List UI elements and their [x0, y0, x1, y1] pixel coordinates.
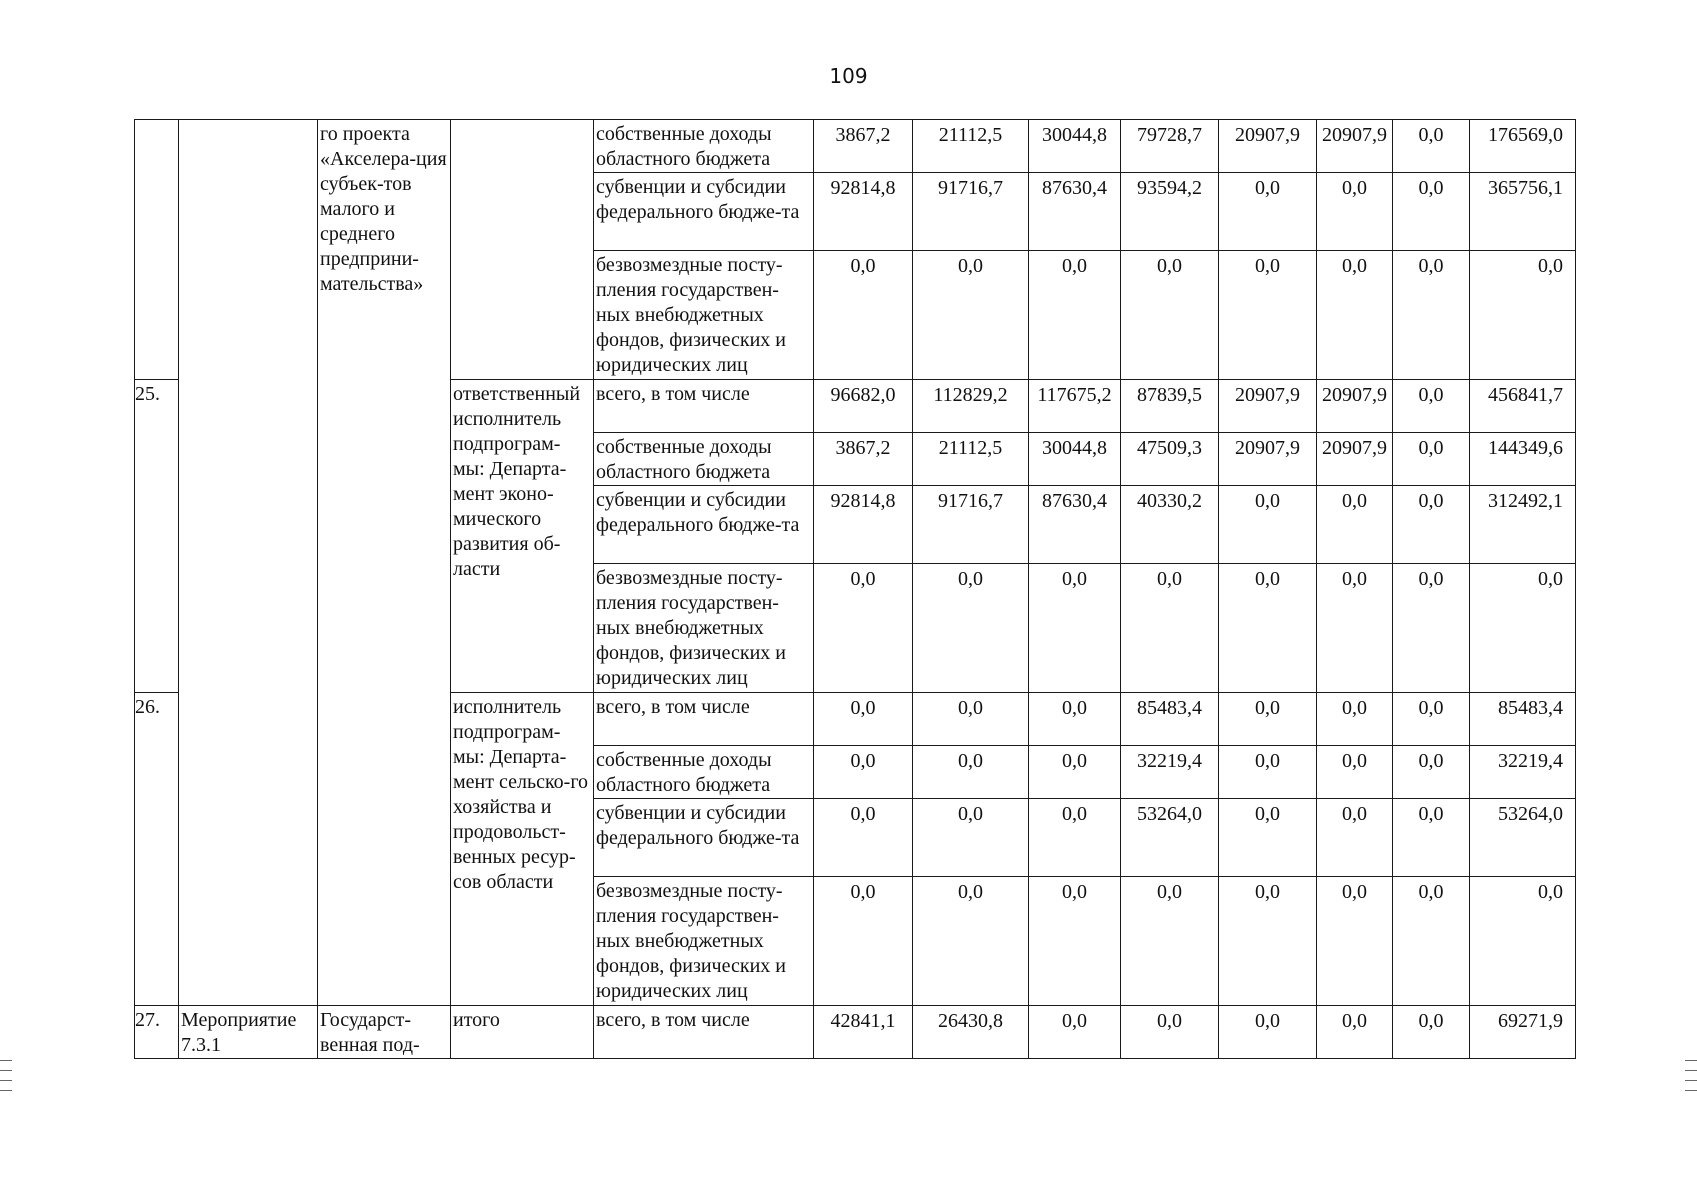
funding-source-cell: субвенции и субсидии федерального бюдже-та [594, 486, 814, 564]
value-cell: 20907,9 [1317, 380, 1393, 433]
funding-source-cell: безвозмездные посту-пления государствен-ных внебюджетных фондов, физических и юридических лиц [594, 877, 814, 1006]
value-cell: 92814,8 [814, 173, 913, 251]
value-cell: 0,0 [1219, 799, 1317, 877]
value-cell: 91716,7 [913, 173, 1029, 251]
value-cell: 0,0 [1029, 693, 1121, 746]
value-cell: 0,0 [814, 877, 913, 1006]
value-cell: 0,0 [814, 564, 913, 693]
scan-mark [1685, 1070, 1697, 1071]
page-number: 109 [829, 64, 868, 88]
value-cell: 0,0 [1029, 564, 1121, 693]
scan-mark [0, 1080, 12, 1081]
value-cell: 20907,9 [1219, 120, 1317, 173]
executor-cell: исполнитель подпрограм-мы: Департа-мент сельско-го хозяйства и продовольст-венных ресур-сов области [451, 693, 594, 1006]
value-cell: 85483,4 [1121, 693, 1219, 746]
value-cell: 0,0 [1219, 693, 1317, 746]
value-cell: 0,0 [1393, 1006, 1470, 1059]
value-cell: 20907,9 [1219, 380, 1317, 433]
value-cell: 0,0 [913, 693, 1029, 746]
funding-source-cell: всего, в том числе [594, 380, 814, 433]
value-cell: 0,0 [1219, 746, 1317, 799]
total-cell: 0,0 [1470, 564, 1576, 693]
funding-source-cell: собственные доходы областного бюджета [594, 746, 814, 799]
table-row [135, 1006, 1576, 1059]
value-cell: 0,0 [1219, 564, 1317, 693]
value-cell: 0,0 [1121, 877, 1219, 1006]
value-cell: 0,0 [814, 746, 913, 799]
value-cell: 96682,0 [814, 380, 913, 433]
funding-source-cell: всего, в том числе [594, 693, 814, 746]
value-cell: 0,0 [1393, 746, 1470, 799]
value-cell: 87630,4 [1029, 486, 1121, 564]
scan-mark [1685, 1090, 1697, 1091]
value-cell: 42841,1 [814, 1006, 913, 1059]
value-cell: 0,0 [1317, 746, 1393, 799]
value-cell: 0,0 [1121, 251, 1219, 380]
value-cell: 40330,2 [1121, 486, 1219, 564]
budget-table-wrapper [134, 119, 1576, 1059]
funding-source-cell: безвозмездные посту-пления государствен-ных внебюджетных фондов, физических и юридических лиц [594, 564, 814, 693]
row-number-cell: 27. [135, 1006, 179, 1059]
value-cell: 0,0 [814, 693, 913, 746]
value-cell: 0,0 [1219, 877, 1317, 1006]
total-cell: 69271,9 [1470, 1006, 1576, 1059]
funding-source-cell: собственные доходы областного бюджета [594, 120, 814, 173]
total-cell: 85483,4 [1470, 693, 1576, 746]
scan-mark [0, 1070, 12, 1071]
measure-cell: Мероприятие 7.3.1 [179, 1006, 318, 1059]
value-cell: 87630,4 [1029, 173, 1121, 251]
value-cell: 92814,8 [814, 486, 913, 564]
executor-cell [451, 120, 594, 380]
value-cell: 93594,2 [1121, 173, 1219, 251]
total-cell: 456841,7 [1470, 380, 1576, 433]
scan-mark [1685, 1060, 1697, 1061]
value-cell: 0,0 [1317, 799, 1393, 877]
total-cell: 144349,6 [1470, 433, 1576, 486]
value-cell: 0,0 [1121, 564, 1219, 693]
value-cell: 0,0 [1317, 486, 1393, 564]
value-cell: 0,0 [913, 564, 1029, 693]
total-cell: 176569,0 [1470, 120, 1576, 173]
value-cell: 0,0 [1393, 564, 1470, 693]
value-cell: 47509,3 [1121, 433, 1219, 486]
scan-mark [0, 1090, 12, 1091]
value-cell: 79728,7 [1121, 120, 1219, 173]
value-cell: 20907,9 [1317, 120, 1393, 173]
value-cell: 0,0 [1029, 799, 1121, 877]
value-cell: 0,0 [1393, 380, 1470, 433]
total-cell: 312492,1 [1470, 486, 1576, 564]
value-cell: 91716,7 [913, 486, 1029, 564]
total-cell: 53264,0 [1470, 799, 1576, 877]
value-cell: 0,0 [1393, 877, 1470, 1006]
executor-cell: ответственный исполнитель подпрограм-мы: Департа-мент эконо-мического развития об-ласти [451, 380, 594, 693]
funding-source-cell: всего, в том числе [594, 1006, 814, 1059]
funding-source-cell: субвенции и субсидии федерального бюдже-та [594, 799, 814, 877]
value-cell: 0,0 [1317, 251, 1393, 380]
value-cell: 0,0 [1393, 251, 1470, 380]
funding-source-cell: собственные доходы областного бюджета [594, 433, 814, 486]
value-cell: 0,0 [1317, 173, 1393, 251]
value-cell: 53264,0 [1121, 799, 1219, 877]
value-cell: 0,0 [1393, 120, 1470, 173]
value-cell: 0,0 [1317, 693, 1393, 746]
scan-mark [0, 1060, 12, 1061]
funding-source-cell: субвенции и субсидии федерального бюдже-та [594, 173, 814, 251]
measure-cell [179, 120, 318, 1006]
value-cell: 0,0 [1317, 564, 1393, 693]
value-cell: 32219,4 [1121, 746, 1219, 799]
value-cell: 20907,9 [1317, 433, 1393, 486]
program-name-cell: Государст-венная под- [318, 1006, 451, 1059]
total-cell: 0,0 [1470, 877, 1576, 1006]
value-cell: 112829,2 [913, 380, 1029, 433]
value-cell: 30044,8 [1029, 433, 1121, 486]
value-cell: 3867,2 [814, 433, 913, 486]
value-cell: 20907,9 [1219, 433, 1317, 486]
program-name-cell: го проекта «Акселера-ция субъек-тов малого и среднего предприни-мательства» [318, 120, 451, 1006]
total-cell: 32219,4 [1470, 746, 1576, 799]
value-cell: 0,0 [1219, 486, 1317, 564]
value-cell: 0,0 [913, 877, 1029, 1006]
value-cell: 0,0 [1393, 173, 1470, 251]
total-cell: 365756,1 [1470, 173, 1576, 251]
value-cell: 0,0 [1121, 1006, 1219, 1059]
budget-table [134, 119, 1576, 1059]
value-cell: 0,0 [1393, 693, 1470, 746]
value-cell: 0,0 [1317, 1006, 1393, 1059]
row-number-cell: 25. [135, 380, 179, 693]
value-cell: 0,0 [814, 251, 913, 380]
value-cell: 0,0 [814, 799, 913, 877]
value-cell: 0,0 [1393, 486, 1470, 564]
value-cell: 0,0 [1393, 433, 1470, 486]
value-cell: 0,0 [1029, 746, 1121, 799]
value-cell: 0,0 [1219, 251, 1317, 380]
value-cell: 0,0 [1029, 1006, 1121, 1059]
row-number-cell: 26. [135, 693, 179, 1006]
scan-mark [1685, 1080, 1697, 1081]
value-cell: 87839,5 [1121, 380, 1219, 433]
total-cell: 0,0 [1470, 251, 1576, 380]
value-cell: 0,0 [913, 251, 1029, 380]
value-cell: 3867,2 [814, 120, 913, 173]
value-cell: 0,0 [1219, 1006, 1317, 1059]
value-cell: 0,0 [913, 746, 1029, 799]
value-cell: 0,0 [1219, 173, 1317, 251]
value-cell: 117675,2 [1029, 380, 1121, 433]
row-number-cell [135, 120, 179, 380]
value-cell: 0,0 [913, 799, 1029, 877]
value-cell: 21112,5 [913, 120, 1029, 173]
value-cell: 0,0 [1317, 877, 1393, 1006]
value-cell: 30044,8 [1029, 120, 1121, 173]
value-cell: 0,0 [1393, 799, 1470, 877]
table-row [135, 120, 1576, 173]
value-cell: 26430,8 [913, 1006, 1029, 1059]
funding-source-cell: безвозмездные посту-пления государствен-ных внебюджетных фондов, физических и юридических лиц [594, 251, 814, 380]
value-cell: 0,0 [1029, 877, 1121, 1006]
value-cell: 21112,5 [913, 433, 1029, 486]
executor-cell: итого [451, 1006, 594, 1059]
value-cell: 0,0 [1029, 251, 1121, 380]
